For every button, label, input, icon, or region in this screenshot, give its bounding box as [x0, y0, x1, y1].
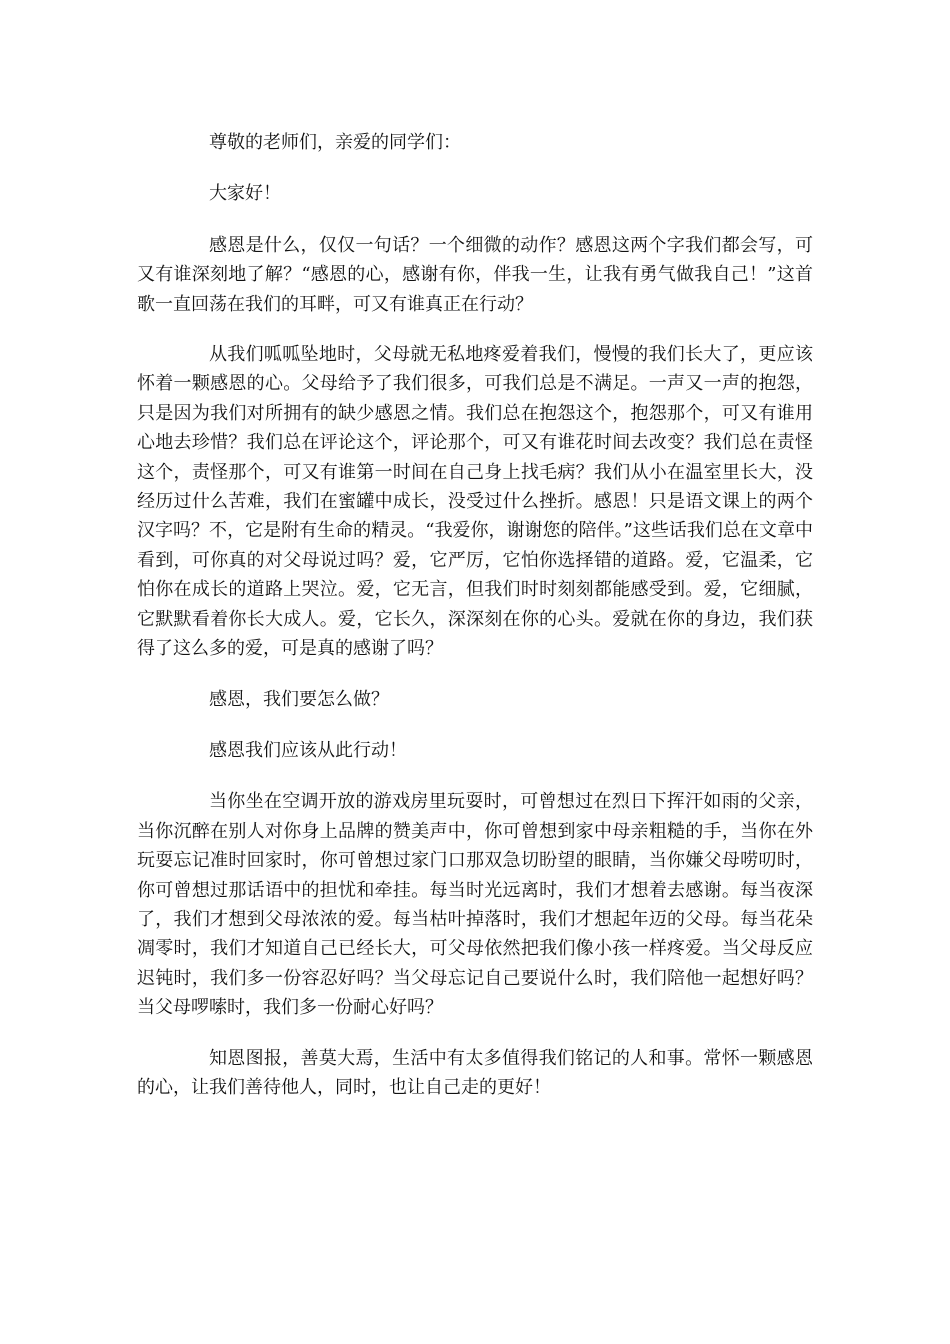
greeting: 大家好！	[209, 183, 281, 205]
paragraph-call-to-action: 感恩我们应该从此行动！	[209, 739, 407, 761]
paragraph-parents-love: 从我们呱呱坠地时，父母就无私地疼爱着我们，慢慢的我们长大了，更应该怀着一颗感恩的心。父母给予了我们很多，可我们总是不满足。一声又一声的抱怨，只是因为我们对所拥有的缺少感恩之情。我们总在抱怨这个，抱怨那个，可又有谁用心地去珍惜？我们总在评论这个，评论那个，可又有谁花时间去改变？我们总在责怪这个，责怪那个，可又有谁第一时间在自己身上找毛病？我们从小在温室里长大，没经历过什么苦难，我们在蜜罐中成长，没受过什么挫折。感恩！只是语文课上的两个汉字吗？不，它是附有生命的精灵。“我爱你，谢谢您的陪伴。”这些话我们总在文章中看到，可你真的对父母说过吗？爱，它严厉，它怕你选择错的道路。爱，它温柔，它怕你在成长的道路上哭泣。爱，它无言，但我们时时刻刻都能感受到。爱，它细腻，它默默看着你长大成人。爱，它长久，深深刻在你的心头。爱就在你的身边，我们获得了这么多的爱，可是真的感谢了吗？	[137, 344, 813, 660]
paragraph-reflection: 当你坐在空调开放的游戏房里玩耍时，可曾想过在烈日下挥汗如雨的父亲，当你沉醉在别人对你身上品牌的赞美声中，你可曾想到家中母亲粗糙的手，当你在外玩耍忘记准时回家时，你可曾想过家门口那双急切盼望的眼睛，当你嫌父母唠叨时，你可曾想过那话语中的担忧和牵挂。每当时光远离时，我们才想着去感谢。每当夜深了，我们才想到父母浓浓的爱。每当枯叶掉落时，我们才想起年迈的父母。每当花朵凋零时，我们才知道自己已经长大，可父母依然把我们像小孩一样疼爱。当父母反应迟钝时，我们多一份容忍好吗？当父母忘记自己要说什么时，我们陪他一起想好吗？当父母啰嗦时，我们多一份耐心好吗？	[137, 791, 813, 1019]
document-body	[137, 128, 813, 1123]
paragraph-conclusion: 知恩图报，善莫大焉，生活中有太多值得我们铭记的人和事。常怀一颗感恩的心，让我们善待他人，同时，也让自己走的更好！	[137, 1047, 813, 1098]
paragraph-what-is-gratitude: 感恩是什么，仅仅一句话？一个细微的动作？感恩这两个字我们都会写，可又有谁深刻地了解？“感恩的心，感谢有你，伴我一生，让我有勇气做我自己！”这首歌一直回荡在我们的耳畔，可又有谁真正在行动？	[137, 234, 813, 315]
salutation: 尊敬的老师们，亲爱的同学们：	[209, 132, 461, 153]
paragraph-question: 感恩，我们要怎么做？	[209, 688, 389, 710]
